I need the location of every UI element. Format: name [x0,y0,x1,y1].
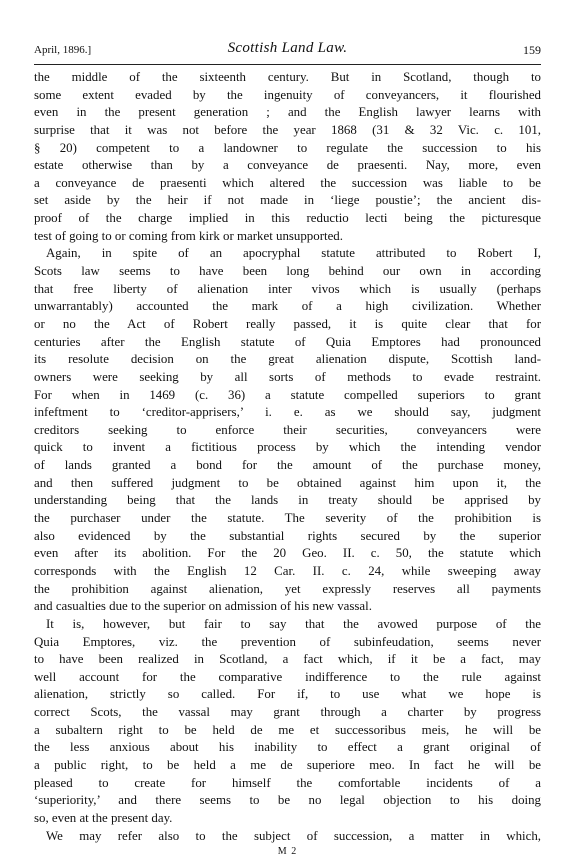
text-line: proof of the charge implied in this reductio lecti being the picturesque [34,211,541,226]
text-line: For when in 1469 (c. 36) a statute compelled superiors to grant [34,387,541,402]
text-line: of lands granted a bond for the amount of the purchase money, [34,458,541,473]
text-line: its resolute decision on the great alienation dispute, Scottish land- [34,352,541,367]
text-line: quick to invent a fictitious process by which the intending vendor [34,440,541,455]
text-line: Quia Emptores, viz. the prevention of subinfeudation, seems never [34,634,541,649]
text-line: and then suffered judgment to be obtained against him upon it, the [34,475,541,490]
text-line: surprise that it was not before the year 1868 (31 & 32 Vic. c. 101, [34,122,541,137]
text-line: ‘superiority,’ and there seems to be no legal objection to his doing [34,793,541,808]
text-line: well account for the comparative indifference to the rule against [34,669,541,684]
text-line: infeftment to ‘creditor-apprisers,’ i. e. as we should say, judgment [34,405,541,420]
text-line: even after its abolition. For the 20 Geo. II. c. 50, the statute which [34,546,541,561]
text-line: to have been realized in Scotland, a fact which, if it be a fact, may [34,652,541,667]
text-line: Again, in spite of an apocryphal statute attributed to Robert I, [46,246,541,261]
text-line: owners were seeking by all sorts of methods to evade restraint. [34,369,541,384]
signature-mark: M 2 [277,846,298,858]
text-line: so, even at the present day. [34,810,173,825]
text-line: Scots law seems to have been long behind our own in according [34,264,541,279]
text-line: correct Scots, the vassal may grant through a charter by progress [34,705,541,720]
text-line: corresponds with the English 12 Car. II. c. 24, while sweeping away [34,563,541,578]
text-line: a subaltern right to be held de me et successoribus meis, he will be [34,722,541,737]
text-line: also evidenced by the substantial rights secured by the superior [34,528,541,543]
text-line: the middle of the sixteenth century. But in Scotland, though to [34,70,541,84]
text-line: the prohibition against alienation, yet expressly reserves all payments [34,581,541,596]
text-line: set aside by the heir if not made in ‘liege poustie’; the ancient dis- [34,193,541,208]
text-line: and casualties due to the superior on admission of his new vassal. [34,599,372,614]
text-line: We may refer also to the subject of succession, a matter in which, [46,828,541,843]
text-line: unwarrantably) accounted the mark of a high civilization. Whether [34,299,541,314]
text-line: that free liberty of alienation inter vivos which is usually (perhaps [34,281,541,296]
text-line: a conveyance de praesenti which altered the succession was liable to be [34,175,541,190]
running-header [34,40,541,62]
text-line: some extent evaded by the ingenuity of conveyancers, it flourished [34,87,541,102]
document-page [34,40,541,858]
text-line: even in the present generation ; and the English lawyer learns with [34,105,541,120]
text-line: the less anxious about his inability to effect a grant original of [34,740,541,755]
text-line: pleased to create for himself the comfortable incidents of a [34,775,541,790]
text-line: alienation, strictly so called. For if, to use what we hope is [34,687,541,702]
text-line: estate otherwise than by a conveyance de praesenti. Nay, more, even [34,158,541,173]
header-rule [34,64,541,65]
text-line: understanding being that the lands in treaty should be apprised by [34,493,541,508]
body-text [34,69,541,845]
text-line: the purchaser under the statute. The severity of the prohibition is [34,511,541,526]
text-line: test of going to or coming from kirk or market unsupported. [34,228,343,243]
text-line: centuries after the English statute of Quia Emptores had pronounced [34,334,541,349]
header-title: Scottish Land Law. [227,40,348,56]
header-date: April, 1896.] [34,44,92,56]
text-line: a public right, to be held a me de superiore meo. In fact he will be [34,757,541,772]
page-number: 159 [523,43,541,57]
text-line: It is, however, but fair to say that the avowed purpose of the [46,616,541,631]
text-line: creditors seeking to enforce their securities, conveyancers were [34,422,541,437]
text-line: § 20) competent to a landowner to regulate the succession to his [34,140,541,155]
text-line: or no the Act of Robert really passed, it is quite clear that for [34,316,541,331]
